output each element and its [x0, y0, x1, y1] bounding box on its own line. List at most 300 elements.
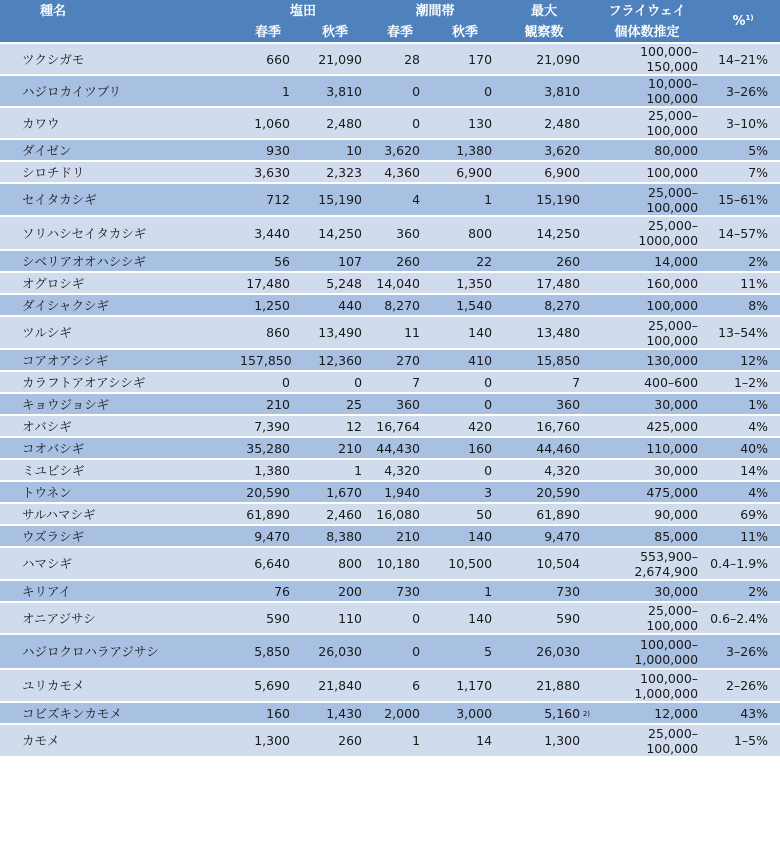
flyway-population-cell [588, 724, 706, 756]
species-name: セイタカシギ [0, 183, 236, 216]
flyway-population-line2: 150,000 [646, 59, 699, 74]
intertidal-autumn-count: 3 [428, 481, 500, 503]
saltfield-spring-count: 860 [236, 316, 298, 349]
intertidal-spring-count: 360 [370, 393, 428, 415]
intertidal-autumn-count: 140 [428, 525, 500, 547]
flyway-header-line1: フライウェイ [588, 0, 706, 22]
percent-header-label: % [732, 13, 746, 29]
flyway-population [646, 108, 698, 138]
intertidal-spring-count: 4,360 [370, 161, 428, 183]
saltfield-autumn-count: 260 [298, 724, 370, 756]
intertidal-spring-count: 6 [370, 669, 428, 702]
saltfield-autumn-count: 1 [298, 459, 370, 481]
saltfield-spring-count: 61,890 [236, 503, 298, 525]
flyway-population-line1: 110,000 [646, 440, 699, 456]
intertidal-autumn-count: 420 [428, 415, 500, 437]
flyway-population [646, 298, 698, 313]
table-row [0, 393, 780, 415]
saltfield-spring-count: 157,850 [236, 349, 298, 371]
max-observed-cell [500, 183, 588, 216]
saltfield-autumn-count: 10 [298, 139, 370, 161]
flyway-percent: 11% [706, 272, 780, 294]
intertidal-spring-count: 10,180 [370, 547, 428, 580]
flyway-population-line1: 100,000– [640, 44, 699, 59]
species-name: ツルシギ [0, 316, 236, 349]
saltfield-spring-count: 76 [236, 580, 298, 602]
intertidal-spring-count: 1 [370, 724, 428, 756]
flyway-percent: 3–26% [706, 75, 780, 107]
max-observed-count: 26,030 [536, 644, 581, 659]
species-name: サルハマシギ [0, 503, 236, 525]
intertidal-spring-count: 4,320 [370, 459, 428, 481]
saltfield-autumn-count: 800 [298, 547, 370, 580]
flyway-population-line2: 100,000 [646, 332, 699, 348]
flyway-population-line1: 85,000 [654, 528, 699, 544]
saltfield-spring-count: 5,690 [236, 669, 298, 702]
flyway-population-cell [588, 634, 706, 669]
saltfield-spring-count: 7,390 [236, 415, 298, 437]
flyway-population-line2: 100,000 [646, 740, 699, 756]
saltfield-spring-count: 590 [236, 602, 298, 634]
max-observed-cell [500, 503, 588, 525]
flyway-population [646, 165, 698, 180]
max-observed-count: 13,480 [536, 325, 581, 340]
intertidal-autumn-count: 0 [428, 393, 500, 415]
intertidal-autumn-count: 22 [428, 250, 500, 272]
flyway-percent: 11% [706, 525, 780, 547]
intertidal-autumn-count: 3,000 [428, 702, 500, 724]
saltfield-autumn-count: 107 [298, 250, 370, 272]
table-row [0, 294, 780, 316]
flyway-population-line1: 100,000– [640, 636, 699, 652]
table-row [0, 316, 780, 349]
flyway-population-cell [588, 371, 706, 393]
table-row [0, 161, 780, 183]
flyway-population-cell [588, 75, 706, 107]
flyway-percent: 2% [706, 250, 780, 272]
max-observed-count: 10,504 [536, 556, 581, 571]
table-row [0, 139, 780, 161]
table-row [0, 525, 780, 547]
intertidal-spring-count: 4 [370, 183, 428, 216]
flyway-percent: 3–10% [706, 107, 780, 139]
flyway-population-line1: 25,000– [648, 184, 699, 200]
flyway-percent: 0.4–1.9% [706, 547, 780, 580]
max-observed-cell [500, 316, 588, 349]
intertidal-autumn-count: 14 [428, 724, 500, 756]
flyway-percent: 1–5% [706, 724, 780, 756]
flyway-population [646, 726, 698, 756]
intertidal-autumn-count: 1,380 [428, 139, 500, 161]
flyway-population-cell [588, 702, 706, 724]
flyway-population-cell [588, 294, 706, 316]
max-observed-count: 7 [572, 374, 581, 390]
flyway-percent: 8% [706, 294, 780, 316]
intertidal-spring-count: 730 [370, 580, 428, 602]
max-observed-cell [500, 702, 591, 724]
saltfield-autumn-count: 21,840 [298, 669, 370, 702]
saltfield-spring-header: 春季 [236, 22, 298, 43]
max-observed-count: 4,320 [544, 462, 581, 478]
flyway-population-cell [588, 316, 706, 349]
flyway-population-line1: 14,000 [654, 253, 699, 269]
flyway-population-line1: 160,000 [646, 275, 699, 291]
species-name: キョウジョシギ [0, 393, 236, 415]
max-observed-cell [500, 216, 588, 250]
flyway-population [654, 584, 698, 599]
flyway-population [646, 185, 698, 215]
max-observed-cell [500, 602, 588, 634]
table-row [0, 216, 780, 250]
saltfield-spring-count: 9,470 [236, 525, 298, 547]
flyway-population [634, 549, 698, 579]
intertidal-spring-count: 28 [370, 43, 428, 75]
saltfield-spring-count: 35,280 [236, 437, 298, 459]
saltfield-autumn-count: 14,250 [298, 216, 370, 250]
max-observed-cell [500, 415, 588, 437]
flyway-population [646, 276, 698, 291]
intertidal-spring-count: 1,940 [370, 481, 428, 503]
flyway-percent: 14% [706, 459, 780, 481]
max-observed-cell [500, 107, 588, 139]
saltfield-autumn-count: 3,810 [298, 75, 370, 107]
max-observed-cell [500, 393, 588, 415]
max-observed-cell [500, 294, 588, 316]
saltfield-autumn-header: 秋季 [298, 22, 370, 43]
saltfield-spring-count: 3,440 [236, 216, 298, 250]
flyway-population-cell [588, 459, 706, 481]
flyway-population [646, 318, 698, 348]
flyway-population-cell [588, 525, 706, 547]
saltfield-spring-count: 1,300 [236, 724, 298, 756]
flyway-percent: 69% [706, 503, 780, 525]
table-row [0, 183, 780, 216]
species-name: シロチドリ [0, 161, 236, 183]
table-row [0, 371, 780, 393]
table-row [0, 481, 780, 503]
flyway-percent: 4% [706, 415, 780, 437]
saltfield-autumn-count: 26,030 [298, 634, 370, 669]
flyway-population-cell [588, 481, 706, 503]
intertidal-spring-count: 0 [370, 602, 428, 634]
flyway-population-line1: 30,000 [654, 462, 699, 478]
max-observed-cell [500, 525, 588, 547]
flyway-population [646, 485, 698, 500]
saltfield-spring-count: 17,480 [236, 272, 298, 294]
intertidal-autumn-count: 170 [428, 43, 500, 75]
species-name: キリアイ [0, 580, 236, 602]
flyway-population [654, 397, 698, 412]
flyway-population-line1: 80,000 [654, 142, 699, 158]
flyway-population-line1: 25,000– [648, 725, 699, 741]
saltfield-spring-count: 6,640 [236, 547, 298, 580]
table-row [0, 547, 780, 580]
intertidal-header: 潮間帯 [370, 0, 500, 22]
intertidal-spring-count: 260 [370, 250, 428, 272]
intertidal-spring-header: 春季 [370, 22, 428, 43]
saltfield-spring-count: 160 [236, 702, 298, 724]
saltfield-spring-count: 0 [236, 371, 298, 393]
flyway-population-line1: 25,000– [648, 218, 699, 233]
table-row [0, 272, 780, 294]
table-row [0, 43, 780, 75]
intertidal-autumn-count: 50 [428, 503, 500, 525]
flyway-population-line1: 425,000 [646, 418, 699, 434]
flyway-population-line1: 90,000 [654, 506, 699, 522]
flyway-population-cell [588, 580, 706, 602]
species-name: オグロシギ [0, 272, 236, 294]
flyway-population-cell [588, 503, 706, 525]
max-observed-cell [500, 43, 588, 75]
saltfield-spring-count: 3,630 [236, 161, 298, 183]
table-row [0, 437, 780, 459]
flyway-population-line1: 30,000 [654, 583, 699, 599]
table-row [0, 669, 780, 702]
species-name: ハジロカイツブリ [0, 75, 236, 107]
saltfield-autumn-count: 110 [298, 602, 370, 634]
flyway-population-line2: 100,000 [646, 91, 699, 106]
saltfield-autumn-count: 1,670 [298, 481, 370, 503]
intertidal-spring-count: 210 [370, 525, 428, 547]
flyway-population-line1: 130,000 [646, 352, 699, 368]
max-observed-count: 5,160 [544, 705, 581, 721]
max-observed-count: 2,480 [544, 115, 581, 131]
flyway-population-line2: 100,000 [646, 618, 699, 633]
saltfield-spring-count: 1,250 [236, 294, 298, 316]
max-observed-count: 15,850 [536, 352, 581, 368]
intertidal-spring-count: 7 [370, 371, 428, 393]
flyway-population-cell [588, 161, 706, 183]
saltfield-autumn-count: 5,248 [298, 272, 370, 294]
intertidal-autumn-count: 800 [428, 216, 500, 250]
flyway-population-line1: 553,900– [640, 548, 699, 564]
flyway-population-line2: 1000,000 [638, 233, 699, 248]
max-observed-cell [500, 547, 588, 580]
flyway-population-line1: 100,000 [646, 164, 699, 180]
flyway-population-cell [588, 139, 706, 161]
species-name: ソリハシセイタカシギ [0, 216, 236, 250]
max-observed-count: 1,300 [544, 733, 581, 748]
saltfield-spring-count: 56 [236, 250, 298, 272]
flyway-percent: 14–57% [706, 216, 780, 250]
flyway-percent: 4% [706, 481, 780, 503]
flyway-percent: 15–61% [706, 183, 780, 216]
flyway-population-line2: 1,000,000 [634, 651, 699, 667]
max-observed-count: 17,480 [536, 275, 581, 291]
flyway-population-cell [588, 393, 706, 415]
flyway-percent: 40% [706, 437, 780, 459]
max-observed-count: 6,900 [544, 164, 581, 180]
intertidal-spring-count: 44,430 [370, 437, 428, 459]
max-header-line1: 最大 [500, 0, 588, 22]
flyway-percent: 7% [706, 161, 780, 183]
table-row [0, 503, 780, 525]
flyway-population-cell [588, 107, 706, 139]
intertidal-autumn-count: 6,900 [428, 161, 500, 183]
intertidal-autumn-count: 0 [428, 459, 500, 481]
saltfield-spring-count: 5,850 [236, 634, 298, 669]
flyway-population-line1: 30,000 [654, 396, 699, 412]
max-observed-cell [500, 580, 588, 602]
saltfield-autumn-count: 440 [298, 294, 370, 316]
intertidal-autumn-count: 410 [428, 349, 500, 371]
max-observed-count: 3,620 [544, 142, 581, 158]
max-observed-cell [500, 459, 588, 481]
saltfield-autumn-count: 12 [298, 415, 370, 437]
flyway-population-line2: 1,000,000 [634, 685, 699, 701]
flyway-population-cell [588, 602, 706, 634]
flyway-population [654, 507, 698, 522]
intertidal-spring-count: 0 [370, 634, 428, 669]
flyway-population-line1: 100,000– [640, 670, 699, 686]
intertidal-spring-count: 14,040 [370, 272, 428, 294]
table-row [0, 107, 780, 139]
max-observed-count: 61,890 [536, 506, 581, 522]
flyway-population [646, 441, 698, 456]
flyway-population-cell [588, 272, 706, 294]
saltfield-autumn-count: 0 [298, 371, 370, 393]
species-header: 種名 [0, 0, 236, 43]
intertidal-spring-count: 270 [370, 349, 428, 371]
flyway-population [654, 706, 698, 721]
intertidal-autumn-count: 130 [428, 107, 500, 139]
table-row [0, 250, 780, 272]
max-observed-cell [500, 250, 588, 272]
flyway-percent: 2–26% [706, 669, 780, 702]
max-observed-count: 14,250 [536, 225, 581, 241]
species-name: コビズキンカモメ [0, 702, 236, 724]
species-name: ハジロクロハラアジサシ [0, 634, 236, 669]
flyway-population-line1: 25,000– [648, 317, 699, 333]
intertidal-autumn-count: 5 [428, 634, 500, 669]
percent-footnote-marker: 1) [745, 13, 754, 22]
saltfield-autumn-count: 200 [298, 580, 370, 602]
species-name: ハマシギ [0, 547, 236, 580]
flyway-percent: 1–2% [706, 371, 780, 393]
max-footnote-marker: 2) [582, 710, 591, 718]
flyway-percent: 1% [706, 393, 780, 415]
table-row [0, 415, 780, 437]
saltfield-spring-count: 930 [236, 139, 298, 161]
intertidal-autumn-count: 1 [428, 580, 500, 602]
saltfield-spring-count: 210 [236, 393, 298, 415]
flyway-population-cell [588, 349, 706, 371]
flyway-population-line2: 100,000 [646, 199, 699, 215]
intertidal-autumn-count: 160 [428, 437, 500, 459]
intertidal-autumn-count: 0 [428, 75, 500, 107]
intertidal-spring-count: 0 [370, 75, 428, 107]
species-name: ダイゼン [0, 139, 236, 161]
flyway-population [640, 44, 698, 74]
flyway-population-cell [588, 437, 706, 459]
max-observed-count: 360 [556, 396, 581, 412]
intertidal-spring-count: 8,270 [370, 294, 428, 316]
intertidal-spring-count: 11 [370, 316, 428, 349]
intertidal-autumn-count: 140 [428, 316, 500, 349]
flyway-population [654, 254, 698, 269]
flyway-percent: 43% [706, 702, 780, 724]
saltfield-spring-count: 1,380 [236, 459, 298, 481]
table-header [0, 0, 780, 43]
saltfield-spring-count: 660 [236, 43, 298, 75]
flyway-population-line1: 400–600 [644, 374, 699, 390]
max-observed-count: 730 [556, 583, 581, 599]
flyway-population-cell [588, 669, 706, 702]
flyway-population-cell [588, 216, 706, 250]
max-observed-cell [500, 139, 588, 161]
flyway-population-cell [588, 415, 706, 437]
flyway-population [646, 419, 698, 434]
intertidal-spring-count: 2,000 [370, 702, 428, 724]
max-observed-cell [500, 371, 588, 393]
flyway-population-line1: 100,000 [646, 297, 699, 313]
table-row [0, 459, 780, 481]
max-observed-cell [500, 161, 588, 183]
max-observed-cell [500, 75, 588, 107]
flyway-population-line1: 25,000– [648, 603, 699, 618]
saltfield-autumn-count: 210 [298, 437, 370, 459]
saltfield-autumn-count: 15,190 [298, 183, 370, 216]
species-name: オバシギ [0, 415, 236, 437]
max-observed-cell [500, 669, 588, 702]
intertidal-autumn-count: 10,500 [428, 547, 500, 580]
intertidal-spring-count: 16,080 [370, 503, 428, 525]
saltfield-autumn-count: 21,090 [298, 43, 370, 75]
flyway-population [654, 463, 698, 478]
flyway-population-line1: 10,000– [648, 76, 699, 91]
species-name: ユリカモメ [0, 669, 236, 702]
table-body [0, 43, 780, 756]
intertidal-spring-count: 360 [370, 216, 428, 250]
intertidal-autumn-count: 1,170 [428, 669, 500, 702]
flyway-population [638, 218, 698, 248]
table-row [0, 602, 780, 634]
saltfield-spring-count: 712 [236, 183, 298, 216]
flyway-population [654, 529, 698, 544]
flyway-population [654, 143, 698, 158]
flyway-header-line2: 個体数推定 [588, 22, 706, 43]
table-row [0, 702, 780, 724]
flyway-population-line2: 2,674,900 [634, 563, 699, 579]
intertidal-autumn-count: 140 [428, 602, 500, 634]
saltfield-header: 塩田 [236, 0, 370, 22]
flyway-population [646, 603, 698, 633]
flyway-population-cell [588, 43, 706, 75]
species-name: カワウ [0, 107, 236, 139]
max-observed-cell [500, 634, 588, 669]
flyway-population-line2: 100,000 [646, 123, 699, 138]
species-name: ダイシャクシギ [0, 294, 236, 316]
max-observed-count: 21,090 [536, 51, 581, 67]
species-name: コアオアシシギ [0, 349, 236, 371]
flyway-percent: 3–26% [706, 634, 780, 669]
flyway-population-line1: 25,000– [648, 108, 699, 123]
species-name: トウネン [0, 481, 236, 503]
flyway-population-cell [588, 547, 706, 580]
saltfield-spring-count: 1,060 [236, 107, 298, 139]
saltfield-spring-count: 1 [236, 75, 298, 107]
species-name: ウズラシギ [0, 525, 236, 547]
saltfield-autumn-count: 2,323 [298, 161, 370, 183]
flyway-percent: 12% [706, 349, 780, 371]
table-row [0, 349, 780, 371]
flyway-population [634, 671, 698, 701]
intertidal-autumn-count: 0 [428, 371, 500, 393]
max-observed-cell [500, 437, 588, 459]
saltfield-autumn-count: 2,460 [298, 503, 370, 525]
intertidal-autumn-count: 1,540 [428, 294, 500, 316]
max-observed-cell [500, 349, 588, 371]
